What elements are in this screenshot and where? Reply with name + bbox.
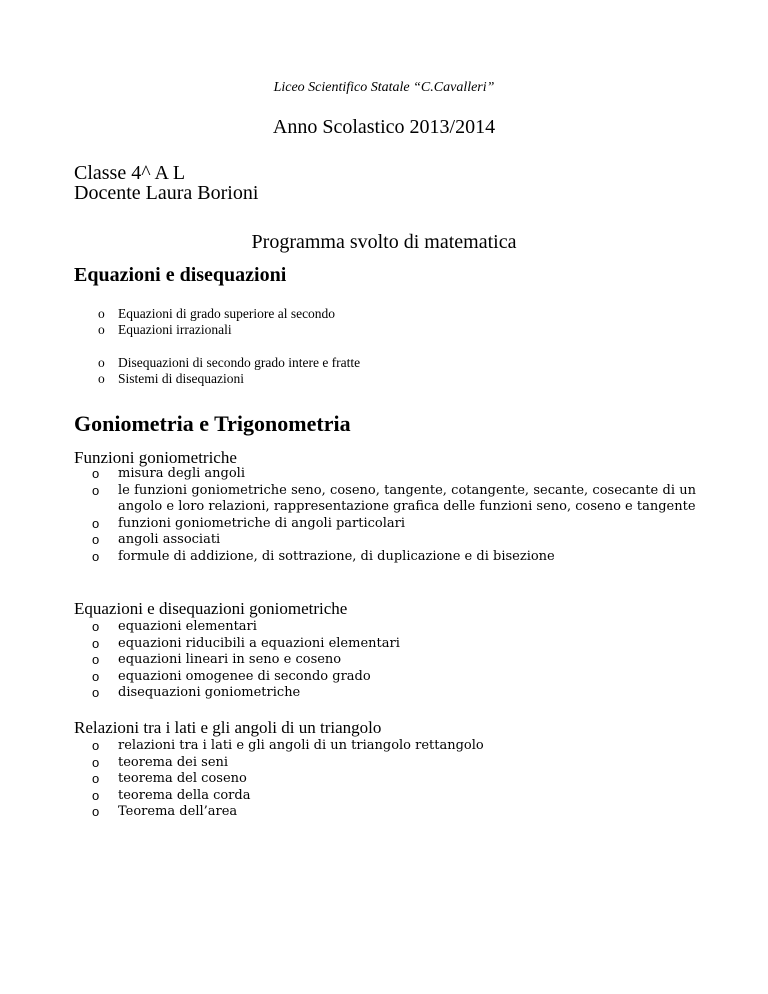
school-name: Liceo Scientifico Statale “C.Cavalleri” — [273, 80, 495, 95]
bullet-marker: o — [92, 466, 100, 481]
subsection-heading-funzioni: Funzioni goniometriche — [74, 448, 237, 467]
bullet-marker: o — [92, 754, 100, 770]
list-item: o le funzioni goniometriche seno, coseno, tangente, cotangente, secante, cosecante di un angolo e loro relazioni, rappresentazione grafica delle funzioni seno, coseno e tangente — [92, 482, 696, 514]
list-item: o misura degli angoli — [92, 466, 245, 481]
subsection-heading-relazioni: Relazioni tra i lati e gli angoli di un triangolo — [74, 718, 382, 737]
list-relazioni — [92, 738, 696, 821]
bullet-marker: o — [98, 306, 105, 321]
bullet-marker: o — [92, 685, 100, 700]
list-item: o Equazioni di grado superiore al secondo — [98, 306, 336, 321]
bullet-marker: o — [92, 804, 100, 819]
list-item: o teorema della corda — [92, 787, 251, 803]
list-item: o funzioni goniometriche di angoli particolari — [92, 515, 406, 531]
bullet-marker: o — [92, 515, 100, 531]
school-year: Anno Scolastico 2013/2014 — [272, 116, 496, 138]
bullet-marker: o — [98, 355, 105, 370]
list-item: o teorema dei seni — [92, 754, 229, 770]
list-disequazioni — [98, 355, 698, 387]
list-item: o Teorema dell’area — [92, 804, 238, 819]
class-label: Classe 4^ A L — [74, 162, 186, 184]
bullet-marker: o — [92, 482, 100, 498]
section-heading-goniometria: Goniometria e Trigonometria — [74, 411, 351, 436]
bullet-marker: o — [92, 635, 100, 651]
subsection-heading-equazioni-goniometriche: Equazioni e disequazioni goniometriche — [74, 599, 348, 618]
list-item: o equazioni omogenee di secondo grado — [92, 668, 371, 684]
list-item: o formule di addizione, di sottrazione, di duplicazione e di bisezione — [92, 548, 555, 564]
bullet-marker: o — [92, 668, 100, 684]
bullet-marker: o — [92, 548, 100, 564]
section-heading-equazioni: Equazioni e disequazioni — [74, 264, 287, 286]
bullet-marker: o — [92, 652, 100, 667]
bullet-marker: o — [92, 787, 100, 803]
list-item: o Equazioni irrazionali — [98, 322, 232, 337]
list-equazioni-goniometriche — [92, 619, 696, 702]
list-item: o relazioni tra i lati e gli angoli di un triangolo rettangolo — [92, 738, 484, 753]
bullet-marker: o — [92, 532, 100, 547]
list-item: o teorema del coseno — [92, 771, 247, 786]
list-item: o Disequazioni di secondo grado intere e fratte — [98, 355, 361, 370]
bullet-marker: o — [98, 371, 105, 386]
bullet-marker: o — [98, 322, 105, 337]
bullet-marker: o — [92, 771, 100, 786]
list-item: o equazioni lineari in seno e coseno — [92, 652, 342, 667]
list-item: o disequazioni goniometriche — [92, 685, 301, 700]
document-title: Programma svolto di matematica — [251, 231, 517, 253]
bullet-marker: o — [92, 738, 100, 753]
list-item: o equazioni elementari — [92, 619, 257, 634]
list-equazioni — [98, 306, 698, 338]
teacher-label: Docente Laura Borioni — [74, 182, 259, 204]
list-funzioni — [92, 466, 696, 565]
list-item: o angoli associati — [92, 532, 221, 547]
bullet-marker: o — [92, 619, 100, 634]
list-item: o Sistemi di disequazioni — [98, 371, 244, 386]
list-item: o equazioni riducibili a equazioni elementari — [92, 635, 400, 651]
